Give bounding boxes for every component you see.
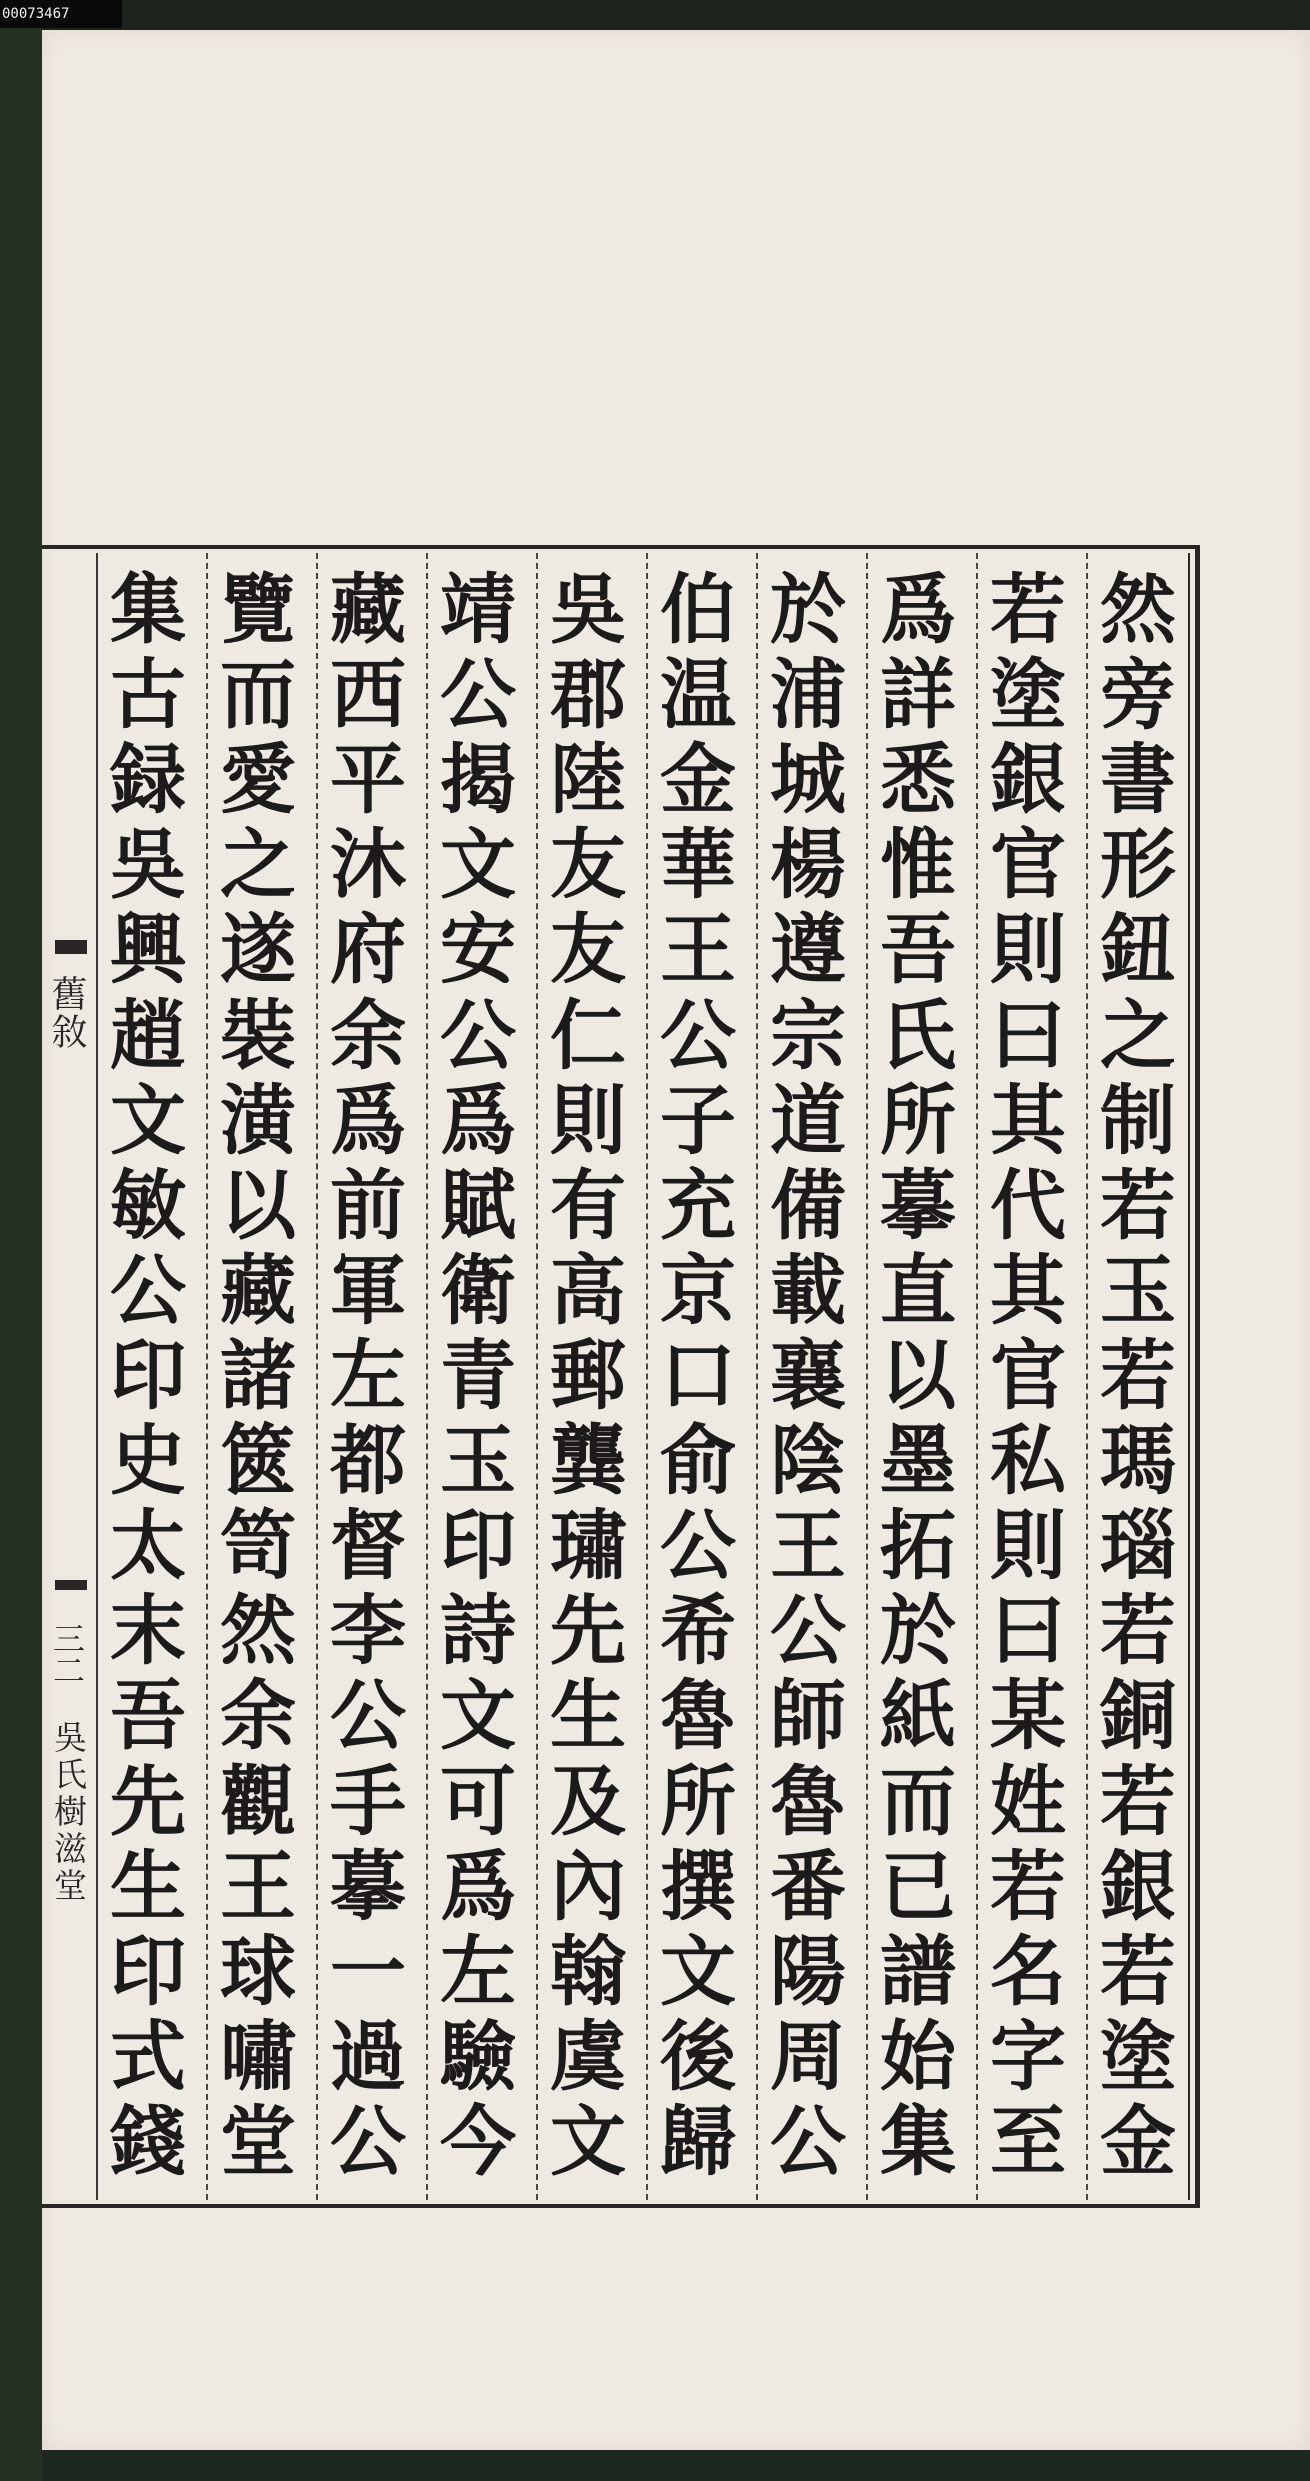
column-character: 余: [220, 1671, 296, 1761]
column-character: 安: [440, 905, 516, 995]
text-column-3: [868, 565, 968, 2186]
column-character: 王: [770, 1501, 846, 1591]
text-column-9: [208, 565, 308, 2186]
column-character: 師: [770, 1671, 846, 1761]
column-character: 官: [990, 1330, 1066, 1420]
column-character: 敏: [110, 1160, 186, 1250]
fishtail-mark: [55, 940, 87, 954]
column-character: 録: [110, 735, 186, 825]
column-character: 可: [440, 1756, 516, 1846]
column-character: 公: [330, 2096, 406, 2186]
column-character: 惟: [880, 820, 956, 910]
scan-id-label: 00073467: [0, 0, 122, 28]
column-character: 代: [990, 1160, 1066, 1250]
column-character: 塗: [1100, 2011, 1176, 2101]
column-character: 楊: [770, 820, 846, 910]
column-character: 虞: [550, 2011, 626, 2101]
column-character: 瑙: [1100, 1501, 1176, 1591]
column-character: 郡: [550, 650, 626, 740]
column-character: 爲: [330, 1075, 406, 1165]
column-character: 諸: [220, 1330, 296, 1420]
left-book-edge: [0, 28, 42, 2481]
column-character: 都: [330, 1416, 406, 1506]
column-character: 笥: [220, 1501, 296, 1591]
column-character: 於: [770, 565, 846, 654]
column-character: 塗: [990, 650, 1066, 740]
column-character: 過: [330, 2011, 406, 2101]
column-character: 俞: [660, 1416, 736, 1506]
column-character: 篋: [220, 1416, 296, 1506]
column-character: 周: [770, 2011, 846, 2101]
column-character: 温: [660, 650, 736, 740]
margin-publisher: 吳氏樹滋堂: [49, 1720, 88, 1905]
column-character: 印: [440, 1501, 516, 1591]
column-character: 公: [110, 1245, 186, 1335]
column-character: 今: [440, 2096, 516, 2186]
column-character: 式: [110, 2011, 186, 2101]
column-character: 名: [990, 1926, 1066, 2016]
column-character: 直: [880, 1245, 956, 1335]
column-character: 其: [990, 1075, 1066, 1165]
column-character: 伯: [660, 565, 736, 654]
column-character: 字: [990, 2011, 1066, 2101]
column-character: 文: [550, 2096, 626, 2186]
column-character: 生: [550, 1671, 626, 1761]
column-character: 道: [770, 1075, 846, 1165]
column-character: 友: [550, 905, 626, 995]
column-character: 先: [550, 1586, 626, 1676]
column-character: 前: [330, 1160, 406, 1250]
column-character: 嘯: [220, 2011, 296, 2101]
column-character: 以: [220, 1160, 296, 1250]
column-character: 內: [550, 1841, 626, 1931]
column-character: 藏: [330, 565, 406, 654]
column-character: 吳: [550, 565, 626, 654]
column-character: 手: [330, 1756, 406, 1846]
column-character: 私: [990, 1416, 1066, 1506]
column-character: 陰: [770, 1416, 846, 1506]
column-character: 王: [660, 905, 736, 995]
column-character: 藏: [220, 1245, 296, 1335]
column-character: 拓: [880, 1501, 956, 1591]
fishtail-mark-lower: [55, 1580, 87, 1590]
column-character: 球: [220, 1926, 296, 2016]
column-character: 觀: [220, 1756, 296, 1846]
column-character: 詳: [880, 650, 956, 740]
column-character: 陽: [770, 1926, 846, 2016]
column-character: 揭: [440, 735, 516, 825]
column-character: 口: [660, 1330, 736, 1420]
column-character: 賦: [440, 1160, 516, 1250]
column-character: 則: [990, 905, 1066, 995]
column-character: 制: [1100, 1075, 1176, 1165]
column-character: 公: [440, 990, 516, 1080]
column-character: 沐: [330, 820, 406, 910]
column-character: 靖: [440, 565, 516, 654]
column-character: 官: [990, 820, 1066, 910]
column-character: 至: [990, 2096, 1066, 2186]
column-character: 形: [1100, 820, 1176, 910]
column-character: 充: [660, 1160, 736, 1250]
text-column-1: [1088, 565, 1188, 2186]
text-column-8: [318, 565, 418, 2186]
column-character: 京: [660, 1245, 736, 1335]
column-character: 公: [660, 1501, 736, 1591]
margin-page-number: 三二: [48, 1622, 86, 1686]
column-character: 吾: [110, 1671, 186, 1761]
column-character: 而: [880, 1756, 956, 1846]
column-character: 若: [1100, 1756, 1176, 1846]
column-character: 左: [330, 1330, 406, 1420]
column-character: 郵: [550, 1330, 626, 1420]
column-character: 集: [880, 2096, 956, 2186]
column-character: 之: [220, 820, 296, 910]
column-character: 宗: [770, 990, 846, 1080]
column-character: 銀: [990, 735, 1066, 825]
column-character: 魯: [660, 1671, 736, 1761]
column-character: 撰: [660, 1841, 736, 1931]
margin-section-title: 舊敘: [46, 975, 87, 1051]
column-character: 爲: [440, 1841, 516, 1931]
column-character: 若: [1100, 1330, 1176, 1420]
column-character: 氏: [880, 990, 956, 1080]
column-character: 若: [1100, 1160, 1176, 1250]
column-character: 若: [1100, 1586, 1176, 1676]
column-character: 則: [990, 1501, 1066, 1591]
column-character: 書: [1100, 735, 1176, 825]
column-character: 玉: [1100, 1245, 1176, 1335]
column-character: 高: [550, 1245, 626, 1335]
column-character: 姓: [990, 1756, 1066, 1846]
column-character: 潢: [220, 1075, 296, 1165]
column-character: 載: [770, 1245, 846, 1335]
column-character: 金: [1100, 2096, 1176, 2186]
column-character: 余: [330, 990, 406, 1080]
column-character: 墨: [880, 1416, 956, 1506]
column-character: 陸: [550, 735, 626, 825]
column-character: 李: [330, 1586, 406, 1676]
column-character: 趙: [110, 990, 186, 1080]
text-column-7: [428, 565, 528, 2186]
column-character: 錢: [110, 2096, 186, 2186]
column-character: 軍: [330, 1245, 406, 1335]
column-character: 愛: [220, 735, 296, 825]
column-character: 衛: [440, 1245, 516, 1335]
column-character: 浦: [770, 650, 846, 740]
column-character: 希: [660, 1586, 736, 1676]
column-character: 爲: [440, 1075, 516, 1165]
column-character: 襄: [770, 1330, 846, 1420]
column-character: 印: [110, 1330, 186, 1420]
text-column-4: [758, 565, 858, 2186]
column-character: 集: [110, 565, 186, 654]
column-character: 遂: [220, 905, 296, 995]
column-character: 府: [330, 905, 406, 995]
column-character: 銀: [1100, 1841, 1176, 1931]
text-column-2: [978, 565, 1078, 2186]
column-character: 已: [880, 1841, 956, 1931]
column-character: 旁: [1100, 650, 1176, 740]
column-character: 興: [110, 905, 186, 995]
column-character: 備: [770, 1160, 846, 1250]
column-character: 璛: [550, 1501, 626, 1591]
column-character: 太: [110, 1501, 186, 1591]
column-character: 生: [110, 1841, 186, 1931]
column-character: 史: [110, 1416, 186, 1506]
column-character: 某: [990, 1671, 1066, 1761]
column-character: 子: [660, 1075, 736, 1165]
column-character: 歸: [660, 2096, 736, 2186]
text-column-6: [538, 565, 638, 2186]
column-character: 王: [220, 1841, 296, 1931]
column-character: 番: [770, 1841, 846, 1931]
column-character: 翰: [550, 1926, 626, 2016]
column-character: 覽: [220, 565, 296, 654]
column-character: 青: [440, 1330, 516, 1420]
frame-inner-rule: [1188, 553, 1190, 2200]
column-character: 若: [990, 1841, 1066, 1931]
column-character: 所: [880, 1075, 956, 1165]
column-character: 譜: [880, 1926, 956, 2016]
column-character: 摹: [330, 1841, 406, 1931]
column-character: 悉: [880, 735, 956, 825]
column-character: 末: [110, 1586, 186, 1676]
column-character: 華: [660, 820, 736, 910]
bottom-book-edge: [42, 2450, 1310, 2481]
column-character: 然: [1100, 565, 1176, 654]
column-character: 玉: [440, 1416, 516, 1506]
column-character: 仁: [550, 990, 626, 1080]
column-character: 有: [550, 1160, 626, 1250]
column-character: 紙: [880, 1671, 956, 1761]
column-character: 先: [110, 1756, 186, 1846]
column-character: 吳: [110, 820, 186, 910]
column-character: 文: [440, 820, 516, 910]
column-character: 吾: [880, 905, 956, 995]
column-character: 堂: [220, 2096, 296, 2186]
column-character: 以: [880, 1330, 956, 1420]
column-character: 公: [770, 2096, 846, 2186]
column-character: 之: [1100, 990, 1176, 1080]
column-character: 銅: [1100, 1671, 1176, 1761]
column-character: 西: [330, 650, 406, 740]
column-character: 於: [880, 1586, 956, 1676]
column-character: 所: [660, 1756, 736, 1846]
column-character: 始: [880, 2011, 956, 2101]
column-character: 魯: [770, 1756, 846, 1846]
column-character: 一: [330, 1926, 406, 2016]
column-character: 平: [330, 735, 406, 825]
column-character: 文: [660, 1926, 736, 2016]
column-character: 文: [440, 1671, 516, 1761]
column-character: 驗: [440, 2011, 516, 2101]
column-character: 瑪: [1100, 1416, 1176, 1506]
column-character: 摹: [880, 1160, 956, 1250]
column-character: 左: [440, 1926, 516, 2016]
column-character: 曰: [990, 1586, 1066, 1676]
column-character: 城: [770, 735, 846, 825]
column-character: 而: [220, 650, 296, 740]
column-character: 及: [550, 1756, 626, 1846]
column-character: 若: [1100, 1926, 1176, 2016]
column-character: 後: [660, 2011, 736, 2101]
column-character: 然: [220, 1586, 296, 1676]
column-character: 鈕: [1100, 905, 1176, 995]
column-character: 詩: [440, 1586, 516, 1676]
column-character: 印: [110, 1926, 186, 2016]
column-character: 公: [660, 990, 736, 1080]
text-column-10: [98, 565, 198, 2186]
column-character: 其: [990, 1245, 1066, 1335]
column-character: 公: [770, 1586, 846, 1676]
column-character: 曰: [990, 990, 1066, 1080]
column-character: 古: [110, 650, 186, 740]
column-character: 裝: [220, 990, 296, 1080]
column-character: 若: [990, 565, 1066, 654]
text-column-5: [648, 565, 748, 2186]
column-character: 公: [440, 650, 516, 740]
column-character: 則: [550, 1075, 626, 1165]
column-character: 爲: [880, 565, 956, 654]
column-character: 督: [330, 1501, 406, 1591]
column-character: 金: [660, 735, 736, 825]
column-character: 遵: [770, 905, 846, 995]
column-character: 公: [330, 1671, 406, 1761]
column-character: 龔: [550, 1416, 626, 1506]
column-character: 文: [110, 1075, 186, 1165]
column-character: 友: [550, 820, 626, 910]
